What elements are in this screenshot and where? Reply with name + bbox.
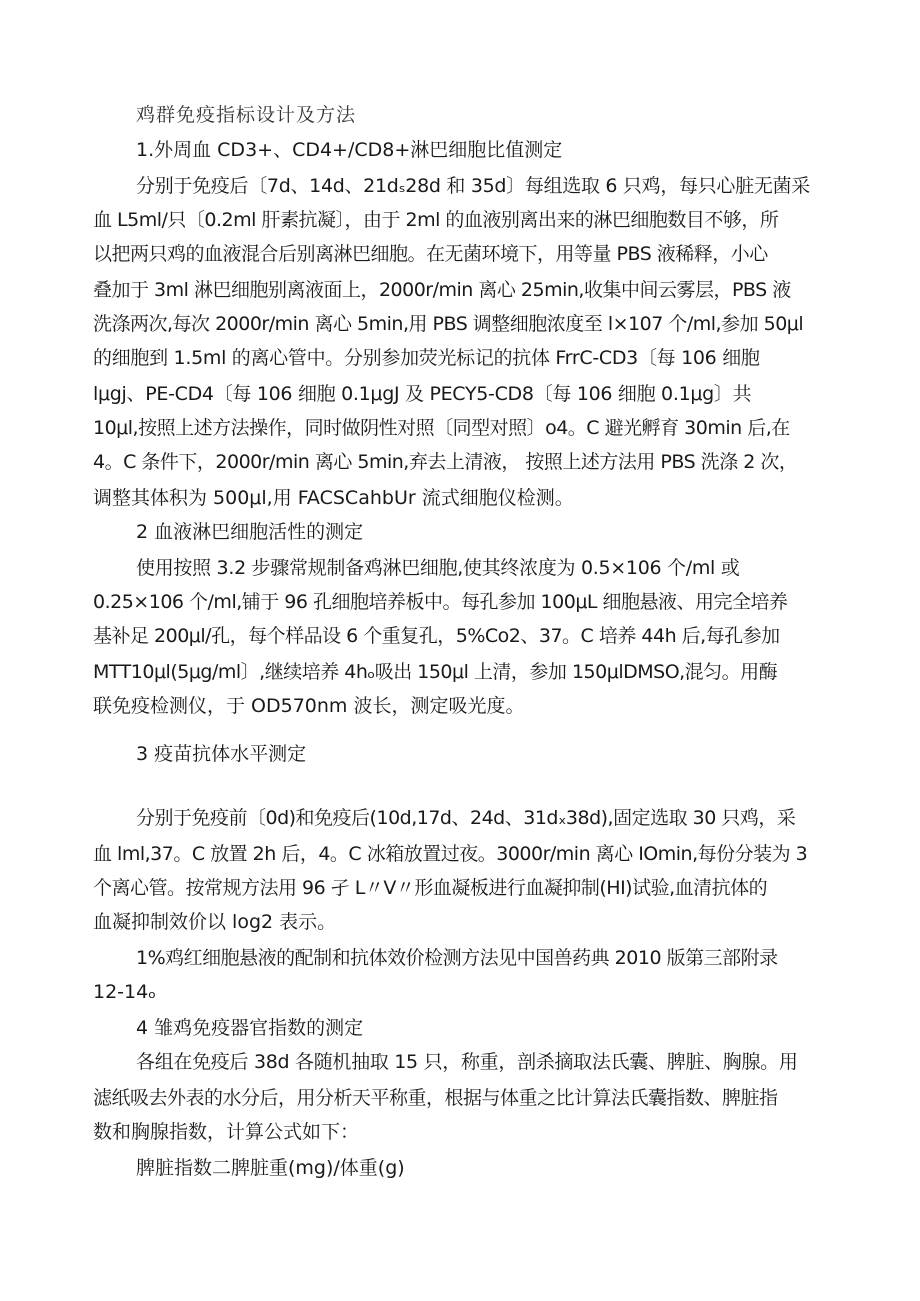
heading-4: 4 雏鸡免疫器官指数的测定 bbox=[136, 1017, 364, 1039]
paragraph-line: 洗涤两次,每次 2000r/min 离心 5min,用 PBS 调整细胞浓度至 l×107 个/ml,参加 50μl bbox=[93, 313, 804, 335]
paragraph-line: 血 L5ml/只〔0.2ml 肝素抗凝〕，由于 2ml 的血液别离出来的淋巴细胞数目不够，所 bbox=[93, 209, 779, 231]
document-title: 鸡群免疫指标设计及方法 bbox=[136, 104, 357, 126]
paragraph-line: MTT10μl(5μg∕ml〕,继续培养 4hₒ吸出 150μl 上清，参加 150μlDMSO,混匀。用酶 bbox=[93, 661, 778, 683]
formula-line: 脾脏指数二脾脏重(mg)/体重(g) bbox=[136, 1157, 405, 1179]
heading-2: 2 血液淋巴细胞活性的测定 bbox=[136, 521, 364, 543]
paragraph-line: 调整其体积为 500μl,用 FACSCahbUr 流式细胞仪检测。 bbox=[93, 487, 574, 509]
paragraph-line: 0.25×106 个/ml,铺于 96 孔细胞培养板中。每孔参加 100μL 细胞悬液、用完全培养 bbox=[93, 591, 788, 613]
paragraph-line: 4。C 条件下，2000r/min 离心 5min,弃去上清液， 按照上述方法用 PBS 洗涤 2 次， bbox=[93, 451, 798, 473]
paragraph-line: 12-14ₒ bbox=[93, 981, 157, 1003]
paragraph-line: 各组在免疫后 38d 各随机抽取 15 只，称重，剖杀摘取法氏囊、脾脏、胸腺。用 bbox=[136, 1051, 798, 1073]
paragraph-line: 血 lml,37。C 放置 2h 后，4。C 冰箱放置过夜。3000r∕min 离心 IOmin,每份分装为 3 bbox=[93, 843, 808, 865]
paragraph-line: 个离心管。按常规方法用 96 孑 L〃V〃形血凝板进行血凝抑制(HI)试验,血清抗体的 bbox=[93, 877, 768, 899]
paragraph-line: 10μl,按照上述方法操作，同时做阴性对照〔同型对照〕o4。C 避光孵育 30min 后,在 bbox=[93, 417, 790, 439]
heading-3: 3 疫苗抗体水平测定 bbox=[136, 743, 307, 765]
paragraph-line: 以把两只鸡的血液混合后别离淋巴细胞。在无菌环境下，用等量 PBS 液稀释，小心 bbox=[93, 243, 768, 265]
paragraph-line: 1%鸡红细胞悬液的配制和抗体效价检测方法见中国兽药典 2010 版第三部附录 bbox=[136, 947, 778, 969]
paragraph-line: 分别于免疫后〔7d、14d、21dₛ28d 和 35d〕每组选取 6 只鸡，每只心脏无菌采 bbox=[136, 175, 810, 197]
paragraph-line: 数和胸腺指数，计算公式如下： bbox=[93, 1121, 360, 1143]
paragraph-line: 滤纸吸去外表的水分后，用分析天平称重，根据与体重之比计算法氏囊指数、脾脏指 bbox=[93, 1087, 778, 1109]
paragraph-line: 联免疫检测仪，于 OD570nm 波长，测定吸光度。 bbox=[93, 695, 525, 717]
paragraph-line: 基补足 200μl∕孔，每个样品设 6 个重复孔，5%Co2、37。C 培养 44h 后,每孔参加 bbox=[93, 625, 780, 647]
heading-1: 1.外周血 CD3+、CD4+∕CD8+淋巴细胞比值测定 bbox=[136, 139, 563, 161]
paragraph-line: 分别于免疫前〔0d)和免疫后(10d,17d、24d、31dₓ38d),固定选取 30 只鸡，采 bbox=[136, 807, 796, 829]
paragraph-line: 血凝抑制效价以 log2 表示。 bbox=[93, 911, 337, 933]
paragraph-line: 叠加于 3ml 淋巴细胞别离液面上，2000r∕min 离心 25min,收集中间云雾层，PBS 液 bbox=[93, 279, 791, 301]
paragraph-line: lμgj、PE-CD4〔每 106 细胞 0.1μgJ 及 PECY5-CD8〔每 106 细胞 0.1μg〕共 bbox=[93, 383, 752, 405]
paragraph-line: 的细胞到 1.5ml 的离心管中。分别参加荧光标记的抗体 FrrC-CD3〔每 106 细胞 bbox=[93, 347, 760, 369]
paragraph-line: 使用按照 3.2 步骤常规制备鸡淋巴细胞,使其终浓度为 0.5×106 个/ml 或 bbox=[136, 557, 740, 579]
